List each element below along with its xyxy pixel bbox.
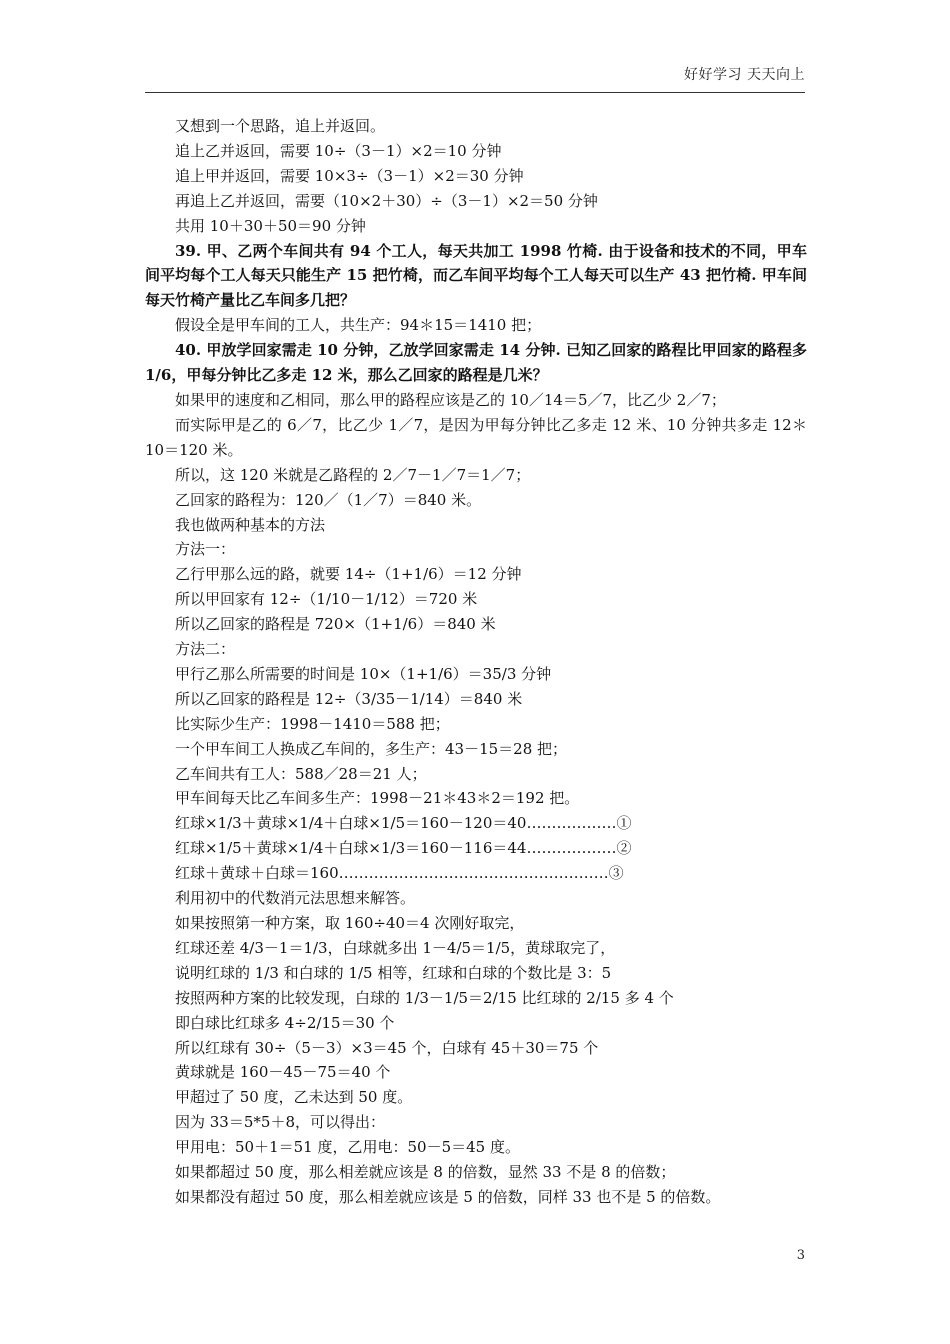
text-line: 所以甲回家有 12÷（1/10－1/12）＝720 米 <box>175 590 478 609</box>
text-line: 我也做两种基本的方法 <box>175 515 326 534</box>
text-line: 再追上乙并返回，需要（10×2＋30）÷（3－1）×2＝50 分钟 <box>175 191 598 210</box>
text-line: 又想到一个思路，追上并返回。 <box>175 117 386 135</box>
text-line: 39. 甲、乙两个车间共有 94 个工人，每天共加工 1998 竹椅. 由于设备和技术的不同，甲车间平均每个工人每天只能生产 15 把竹椅，而乙车间平均每个工人每天可以生产 43 把竹椅. 甲车间每天竹椅产量比乙车间多几把？ <box>145 241 807 310</box>
text-line: 如果都超过 50 度，那么相差就应该是 8 的倍数，显然 33 不是 8 的倍数； <box>175 1163 676 1182</box>
text-line: 如果都没有超过 50 度，那么相差就应该是 5 的倍数，同样 33 也不是 5 的倍数。 <box>175 1187 721 1206</box>
text-line: 利用初中的代数消元法思想来解答。 <box>175 889 416 908</box>
text-line: 甲用电：50＋1＝51 度，乙用电：50－5＝45 度。 <box>175 1138 520 1157</box>
text-line: 甲超过了 50 度，乙未达到 50 度。 <box>175 1088 413 1107</box>
document-body <box>145 114 807 1210</box>
text-line: 乙行甲那么远的路，就要 14÷（1+1/6）＝12 分钟 <box>175 565 522 584</box>
text-line: 红球还差 4/3－1＝1/3，白球就多出 1－4/5＝1/5，黄球取完了， <box>175 938 616 957</box>
text-line: 说明红球的 1/3 和白球的 1/5 相等，红球和白球的个数比是 3：5 <box>175 963 612 982</box>
text-line: 共用 10＋30＋50＝90 分钟 <box>175 216 366 235</box>
text-line: 红球＋黄球＋白球＝160………………………………………………③ <box>175 864 624 883</box>
text-line: 乙回家的路程为：120／（1／7）＝840 米。 <box>175 490 482 509</box>
text-line: 所以，这 120 米就是乙路程的 2／7－1／7＝1／7； <box>175 465 531 484</box>
text-line: 而实际甲是乙的 6／7，比乙少 1／7，是因为甲每分钟比乙多走 12 米、10 分钟共多走 12＊10＝120 米。 <box>145 415 807 459</box>
text-line: 即白球比红球多 4÷2/15＝30 个 <box>175 1013 395 1032</box>
text-line: 方法二： <box>175 640 236 659</box>
text-line: 假设全是甲车间的工人，共生产：94＊15＝1410 把； <box>175 316 542 335</box>
text-line: 按照两种方案的比较发现，白球的 1/3－1/5＝2/15 比红球的 2/15 多 4 个 <box>175 988 674 1007</box>
text-line: 追上乙并返回，需要 10÷（3－1）×2＝10 分钟 <box>175 141 502 160</box>
text-line: 比实际少生产：1998－1410＝588 把； <box>175 714 450 733</box>
text-line: 如果甲的速度和乙相同，那么甲的路程应该是乙的 10／14＝5／7，比乙少 2／7； <box>175 390 726 409</box>
text-line: 黄球就是 160－45－75＝40 个 <box>175 1063 391 1082</box>
text-line: 红球×1/5＋黄球×1/4＋白球×1/3＝160－116＝44………………② <box>175 839 632 858</box>
page-number: 3 <box>796 1248 805 1263</box>
header-divider <box>145 92 805 93</box>
text-line: 所以红球有 30÷（5－3）×3＝45 个，白球有 45＋30＝75 个 <box>175 1038 599 1057</box>
text-line: 一个甲车间工人换成乙车间的，多生产：43－15＝28 把； <box>175 739 568 758</box>
text-line: 方法一： <box>175 540 236 559</box>
text-line: 所以乙回家的路程是 720×（1+1/6）＝840 米 <box>175 615 496 634</box>
text-line: 所以乙回家的路程是 12÷（3/35－1/14）＝840 米 <box>175 689 523 708</box>
page-header: 好好学习 天天向上 <box>684 67 805 83</box>
text-line: 乙车间共有工人：588／28＝21 人； <box>175 764 427 783</box>
text-line: 甲车间每天比乙车间多生产：1998－21＊43＊2＝192 把。 <box>175 789 580 808</box>
text-line: 追上甲并返回，需要 10×3÷（3－1）×2＝30 分钟 <box>175 166 524 185</box>
text-line: 40. 甲放学回家需走 10 分钟，乙放学回家需走 14 分钟. 已知乙回家的路程比甲回家的路程多 1/6，甲每分钟比乙多走 12 米，那么乙回家的路程是几米？ <box>145 341 807 385</box>
text-line: 因为 33＝5*5＋8，可以得出： <box>175 1113 385 1132</box>
text-line: 甲行乙那么所需要的时间是 10×（1+1/6）＝35/3 分钟 <box>175 664 552 683</box>
text-line: 红球×1/3＋黄球×1/4＋白球×1/5＝160－120＝40………………① <box>175 814 632 833</box>
text-line: 如果按照第一种方案，取 160÷40＝4 次刚好取完， <box>175 914 525 932</box>
